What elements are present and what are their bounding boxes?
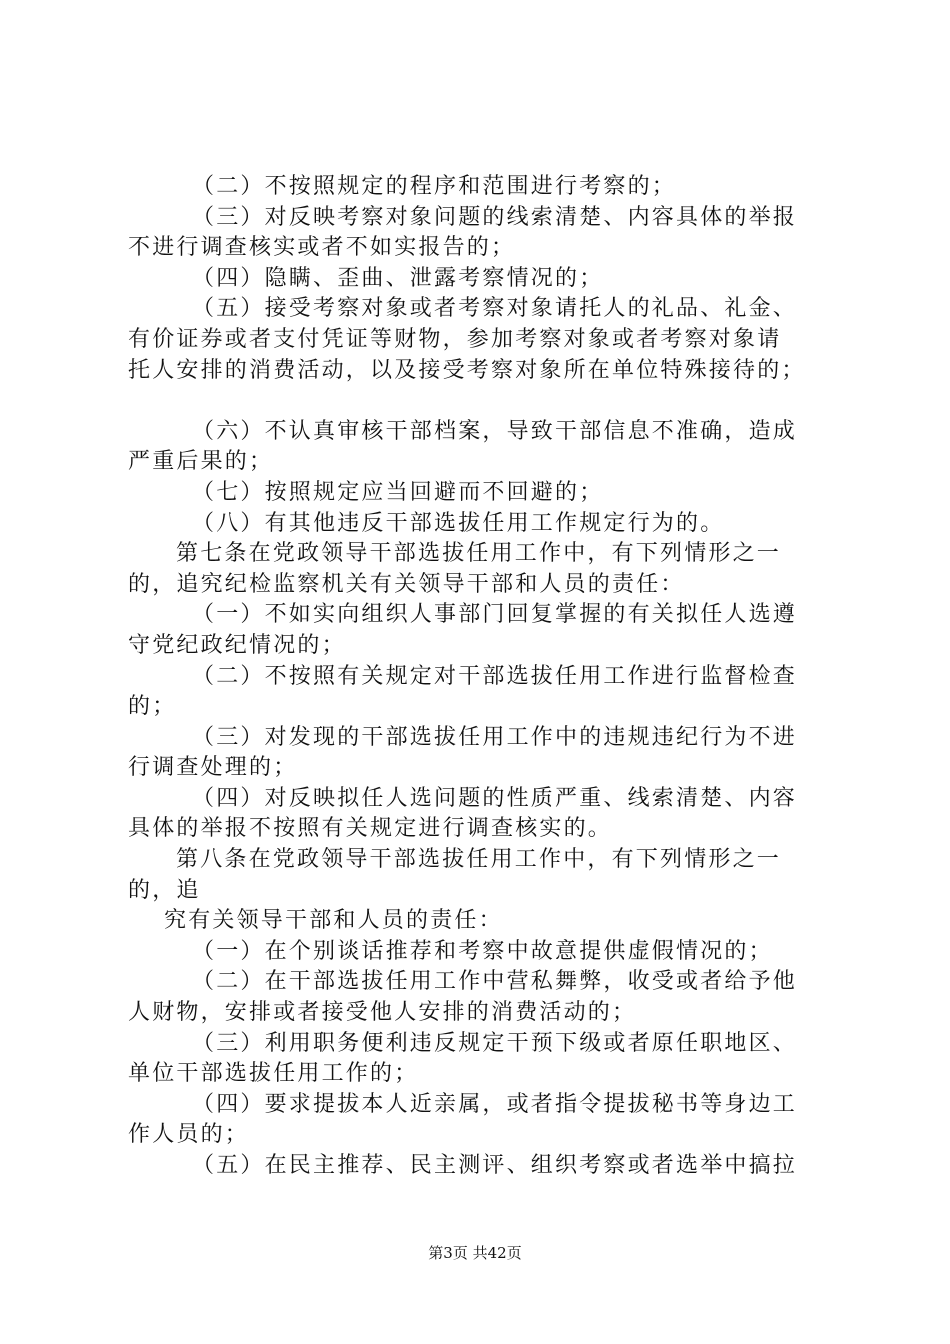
article-heading-line: 第七条在党政领导干部选拔任用工作中，有下列情形之一 bbox=[176, 541, 782, 567]
text-line: （四）隐瞒、歪曲、泄露考察情况的； bbox=[192, 265, 604, 291]
article-heading-line: 第八条在党政领导干部选拔任用工作中，有下列情形之一 bbox=[176, 847, 782, 873]
paragraph-gap bbox=[128, 386, 828, 417]
text-line: 有价证券或者支付凭证等财物，参加考察对象或者考察对象请 bbox=[128, 326, 782, 352]
text-line: 作人员的； bbox=[128, 1122, 250, 1148]
text-line: 究有关领导干部和人员的责任： bbox=[164, 908, 503, 934]
text-line: （七）按照规定应当回避而不回避的； bbox=[192, 479, 604, 505]
text-line: 托人安排的消费活动，以及接受考察对象所在单位特殊接待的； bbox=[128, 357, 806, 383]
text-line: （一）在个别谈话推荐和考察中故意提供虚假情况的； bbox=[192, 938, 773, 964]
text-line: （六）不认真审核干部档案，导致干部信息不准确，造成 bbox=[192, 418, 798, 444]
text-line: 具体的举报不按照有关规定进行调查核实的。 bbox=[128, 816, 613, 842]
document-body bbox=[128, 172, 828, 1182]
text-line: 的，追究纪检监察机关有关领导干部和人员的责任： bbox=[128, 571, 685, 597]
text-line: （一）不如实向组织人事部门回复掌握的有关拟任人选遵 bbox=[192, 602, 798, 628]
text-line: 的； bbox=[128, 694, 177, 720]
text-line: （二）不按照有关规定对干部选拔任用工作进行监督检查 bbox=[192, 663, 798, 689]
text-line: 单位干部选拔任用工作的； bbox=[128, 1061, 419, 1087]
text-line: 行调查处理的； bbox=[128, 755, 298, 781]
text-line: （五）在民主推荐、民主测评、组织考察或者选举中搞拉 bbox=[192, 1153, 798, 1178]
text-line: （四）对反映拟任人选问题的性质严重、线索清楚、内容 bbox=[192, 785, 798, 811]
text-line: 的，追 bbox=[128, 877, 201, 903]
text-line: （二）在干部选拔任用工作中营私舞弊，收受或者给予他 bbox=[192, 969, 798, 995]
text-line: （八）有其他违反干部选拔任用工作规定行为的。 bbox=[192, 510, 725, 536]
text-line: （三）对反映考察对象问题的线索清楚、内容具体的举报 bbox=[192, 204, 798, 230]
text-line: （四）要求提拔本人近亲属，或者指令提拔秘书等身边工 bbox=[192, 1091, 798, 1117]
text-line: （三）对发现的干部选拔任用工作中的违规违纪行为不进 bbox=[192, 724, 798, 750]
text-line: 不进行调查核实或者不如实报告的； bbox=[128, 235, 516, 261]
text-line: （五）接受考察对象或者考察对象请托人的礼品、礼金、 bbox=[192, 296, 798, 322]
text-line: 严重后果的； bbox=[128, 449, 274, 475]
page-footer: 第3页 共42页 bbox=[428, 1244, 522, 1262]
text-line: 守党纪政纪情况的； bbox=[128, 632, 346, 658]
text-line: （二）不按照规定的程序和范围进行考察的； bbox=[192, 174, 677, 199]
text-line: （三）利用职务便利违反规定干预下级或者原任职地区、 bbox=[192, 1030, 798, 1056]
text-line: 人财物，安排或者接受他人安排的消费活动的； bbox=[128, 1000, 637, 1026]
